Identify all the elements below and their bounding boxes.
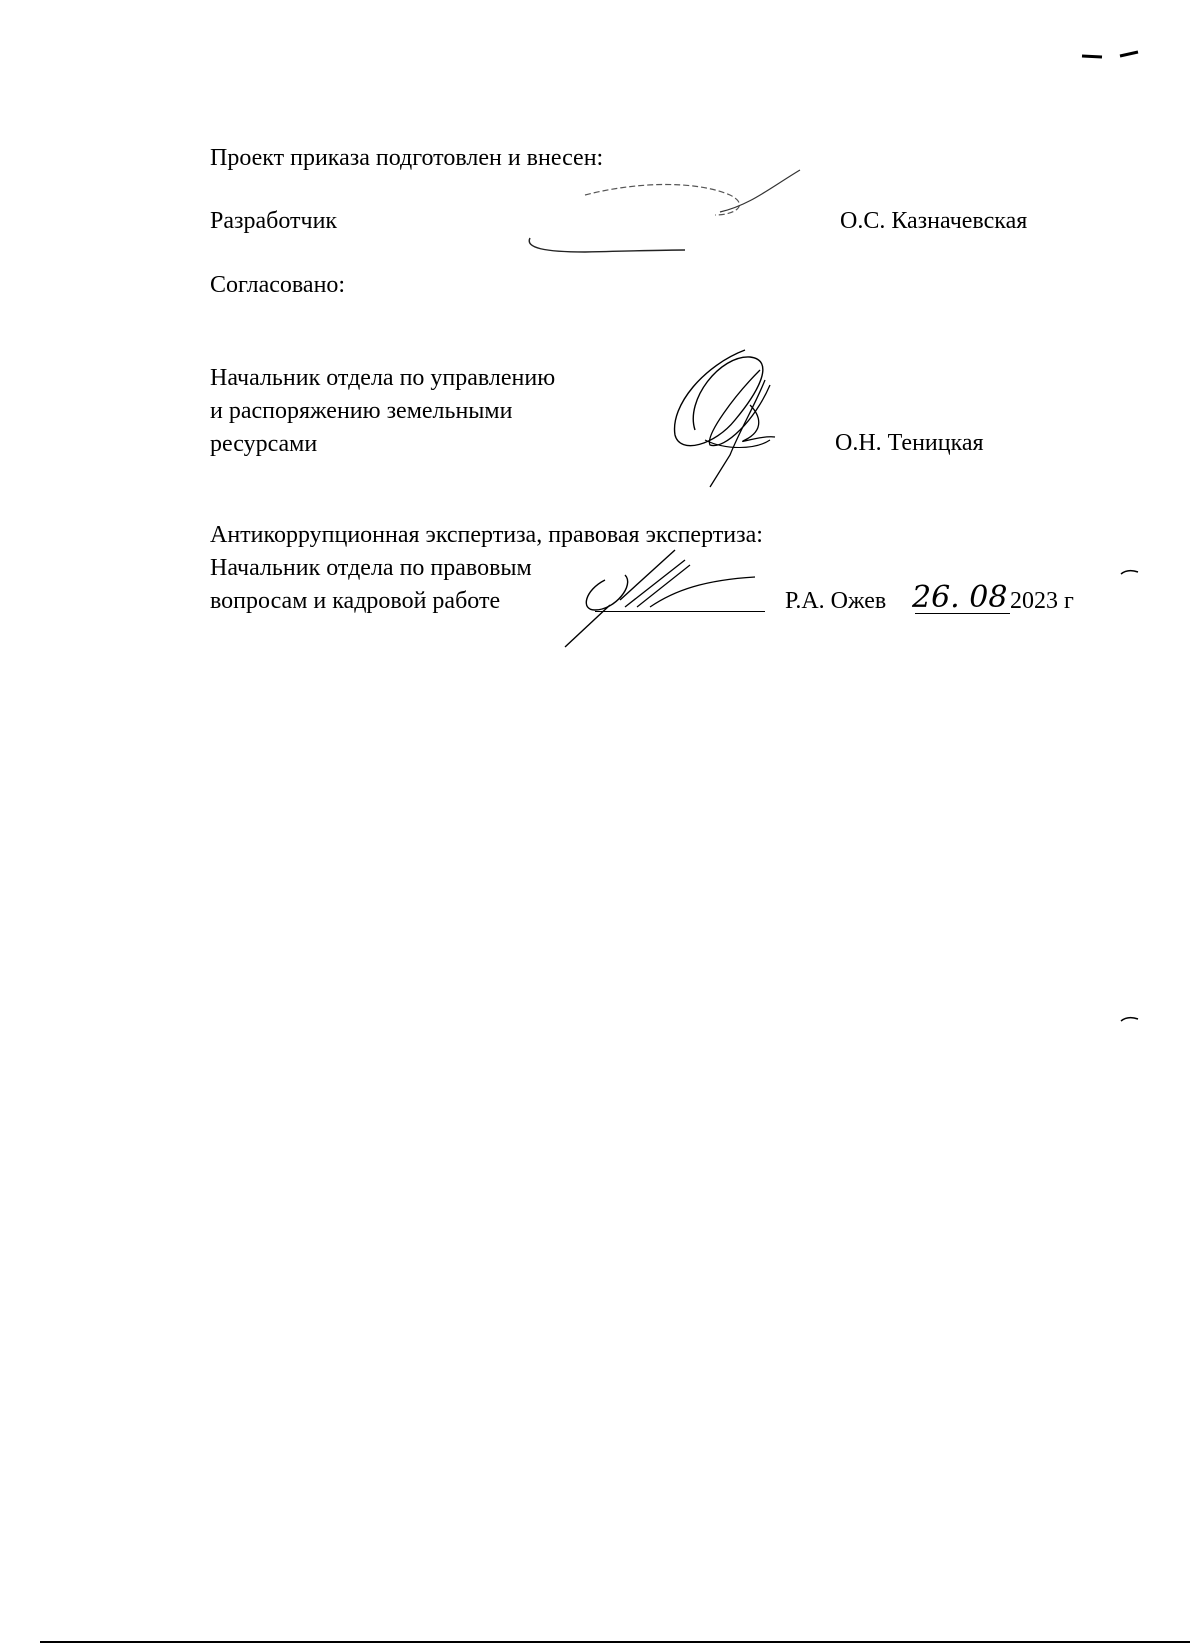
- expertise-signature: [565, 545, 775, 650]
- scan-mark: [1080, 40, 1190, 70]
- expertise-name: Р.А. Ожев: [785, 588, 887, 614]
- handwritten-date: 26. 08: [912, 580, 1008, 615]
- agreed-label: Согласовано:: [210, 272, 346, 298]
- scan-mark-right-2: [1120, 1015, 1140, 1025]
- page-bottom-rule: [40, 1641, 1190, 1643]
- land-dept-role-line2: и распоряжению земельными: [210, 398, 513, 424]
- land-dept-role-line1: Начальник отдела по управлению: [210, 365, 556, 391]
- year-suffix: 2023 г: [1010, 588, 1074, 614]
- scan-mark-right-1: [1120, 568, 1140, 578]
- developer-role: Разработчик: [210, 208, 338, 234]
- intro-text: Проект приказа подготовлен и внесен:: [210, 145, 604, 171]
- expertise-heading: Антикоррупционная экспертиза, правовая экспертиза:: [210, 522, 763, 548]
- developer-name: О.С. Казначевская: [840, 208, 1028, 234]
- land-dept-name: О.Н. Теницкая: [835, 430, 984, 456]
- date-underline: [915, 613, 1010, 614]
- developer-signature: [525, 160, 805, 260]
- land-dept-signature: [665, 345, 805, 490]
- expertise-role-line2: вопросам и кадровой работе: [210, 588, 501, 614]
- expertise-role-line1: Начальник отдела по правовым: [210, 555, 532, 581]
- land-dept-role-line3: ресурсами: [210, 431, 318, 457]
